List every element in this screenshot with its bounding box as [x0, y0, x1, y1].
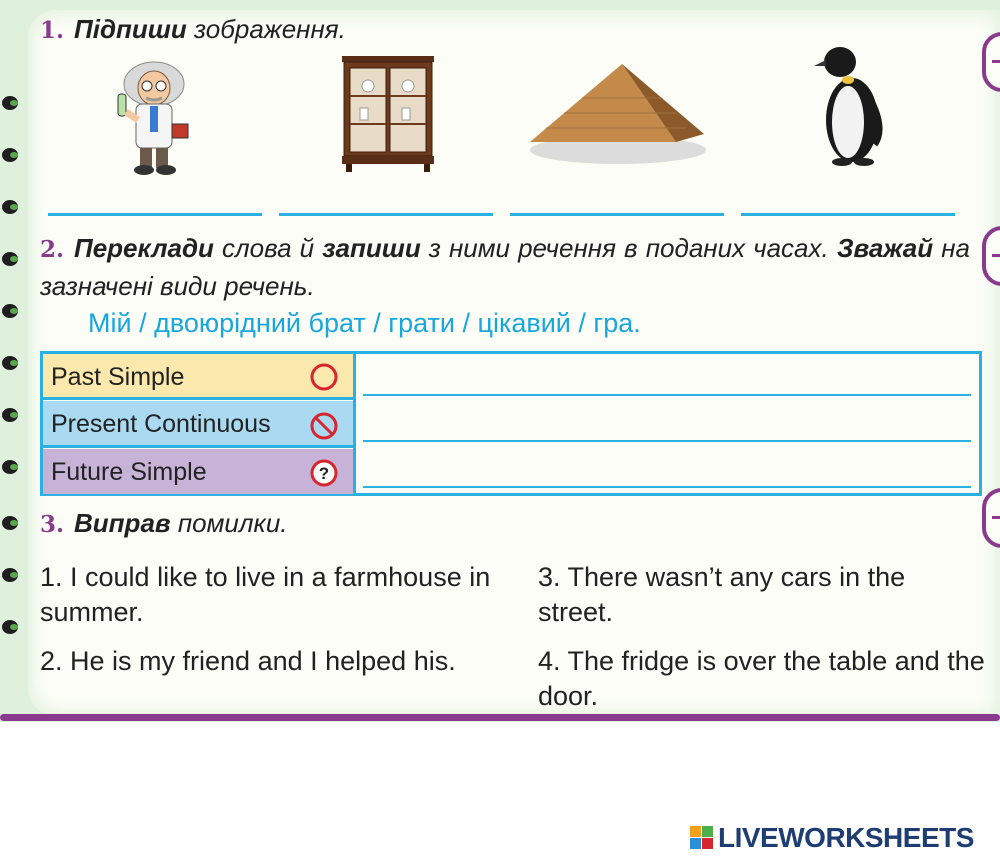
- sentence-1: 1. I could like to live in a farmhouse in summer.: [40, 562, 491, 627]
- task2-text1: слова й: [213, 233, 323, 263]
- sentence-4: 4. The fridge is over the table and the door.: [538, 646, 985, 711]
- tense-table: [40, 351, 982, 496]
- task2-text3: на зазначені види речень.: [40, 233, 970, 301]
- cupboard-icon: [338, 54, 438, 172]
- logo-text: LIVEWORKSHEETS: [718, 822, 974, 853]
- tense-row-past-simple: [43, 354, 354, 400]
- task2-verb2: запиши: [322, 233, 421, 263]
- task3-rest: помилки.: [170, 508, 288, 538]
- task1-verb: Підпиши: [74, 14, 187, 44]
- answer-line[interactable]: [741, 213, 955, 216]
- binder-ring: [2, 408, 22, 423]
- task2-number: 2.: [40, 236, 65, 263]
- prohibited-icon: [309, 411, 339, 441]
- sentence-2: 2. He is my friend and I helped his.: [40, 646, 456, 676]
- binder-ring: [2, 200, 22, 215]
- task2-verb1: Переклади: [74, 233, 214, 263]
- side-tab: [982, 488, 1000, 548]
- binder-ring: [2, 516, 22, 531]
- tense-label: Future Simple: [51, 458, 207, 486]
- answer-line-future-simple[interactable]: [363, 486, 971, 488]
- binder-ring: [2, 620, 22, 635]
- binder-ring: [2, 148, 22, 163]
- task2-verb3: Зважай: [836, 233, 934, 263]
- task1-number: 1.: [40, 17, 65, 44]
- side-tab: [982, 226, 1000, 286]
- tense-row-present-continuous: [43, 401, 354, 448]
- penguin-icon: [812, 44, 892, 168]
- task2-words: Мій / двоюрідний брат / грати / цікавий / гра.: [88, 308, 641, 338]
- answer-line[interactable]: [48, 213, 262, 216]
- task3-number: 3.: [40, 511, 65, 538]
- task2-instruction: [40, 230, 970, 304]
- binder-ring: [2, 356, 22, 371]
- liveworksheets-logo: [690, 822, 974, 854]
- svg-text:?: ?: [318, 464, 330, 483]
- task3-heading: [40, 508, 288, 539]
- tense-label: Past Simple: [51, 363, 185, 391]
- binder-ring: [2, 252, 22, 267]
- answer-line[interactable]: [510, 213, 724, 216]
- answer-line[interactable]: [279, 213, 493, 216]
- bottom-border: [0, 714, 1000, 721]
- task2-text2: з ними речення в поданих часах.: [420, 233, 837, 263]
- question-icon: [309, 458, 339, 488]
- task1-heading: [40, 14, 346, 45]
- binder-ring: [2, 568, 22, 583]
- answer-line-past-simple[interactable]: [363, 394, 971, 396]
- scientist-icon: [108, 54, 198, 176]
- circle-icon: [309, 362, 339, 392]
- side-tab: [982, 32, 1000, 92]
- binder-ring: [2, 460, 22, 475]
- binder-ring: [2, 96, 22, 111]
- binder-ring: [2, 304, 22, 319]
- tense-label: Present Continuous: [51, 410, 271, 438]
- task1-rest: зображення.: [186, 14, 346, 44]
- task3-verb: Виправ: [74, 508, 171, 538]
- sentence-3: 3. There wasn’t any cars in the street.: [538, 562, 906, 627]
- answer-line-present-continuous[interactable]: [363, 440, 971, 442]
- table-divider: [353, 354, 356, 493]
- logo-blocks-icon: [690, 826, 714, 850]
- pyramid-icon: [526, 58, 708, 170]
- tense-row-future-simple: [43, 449, 354, 494]
